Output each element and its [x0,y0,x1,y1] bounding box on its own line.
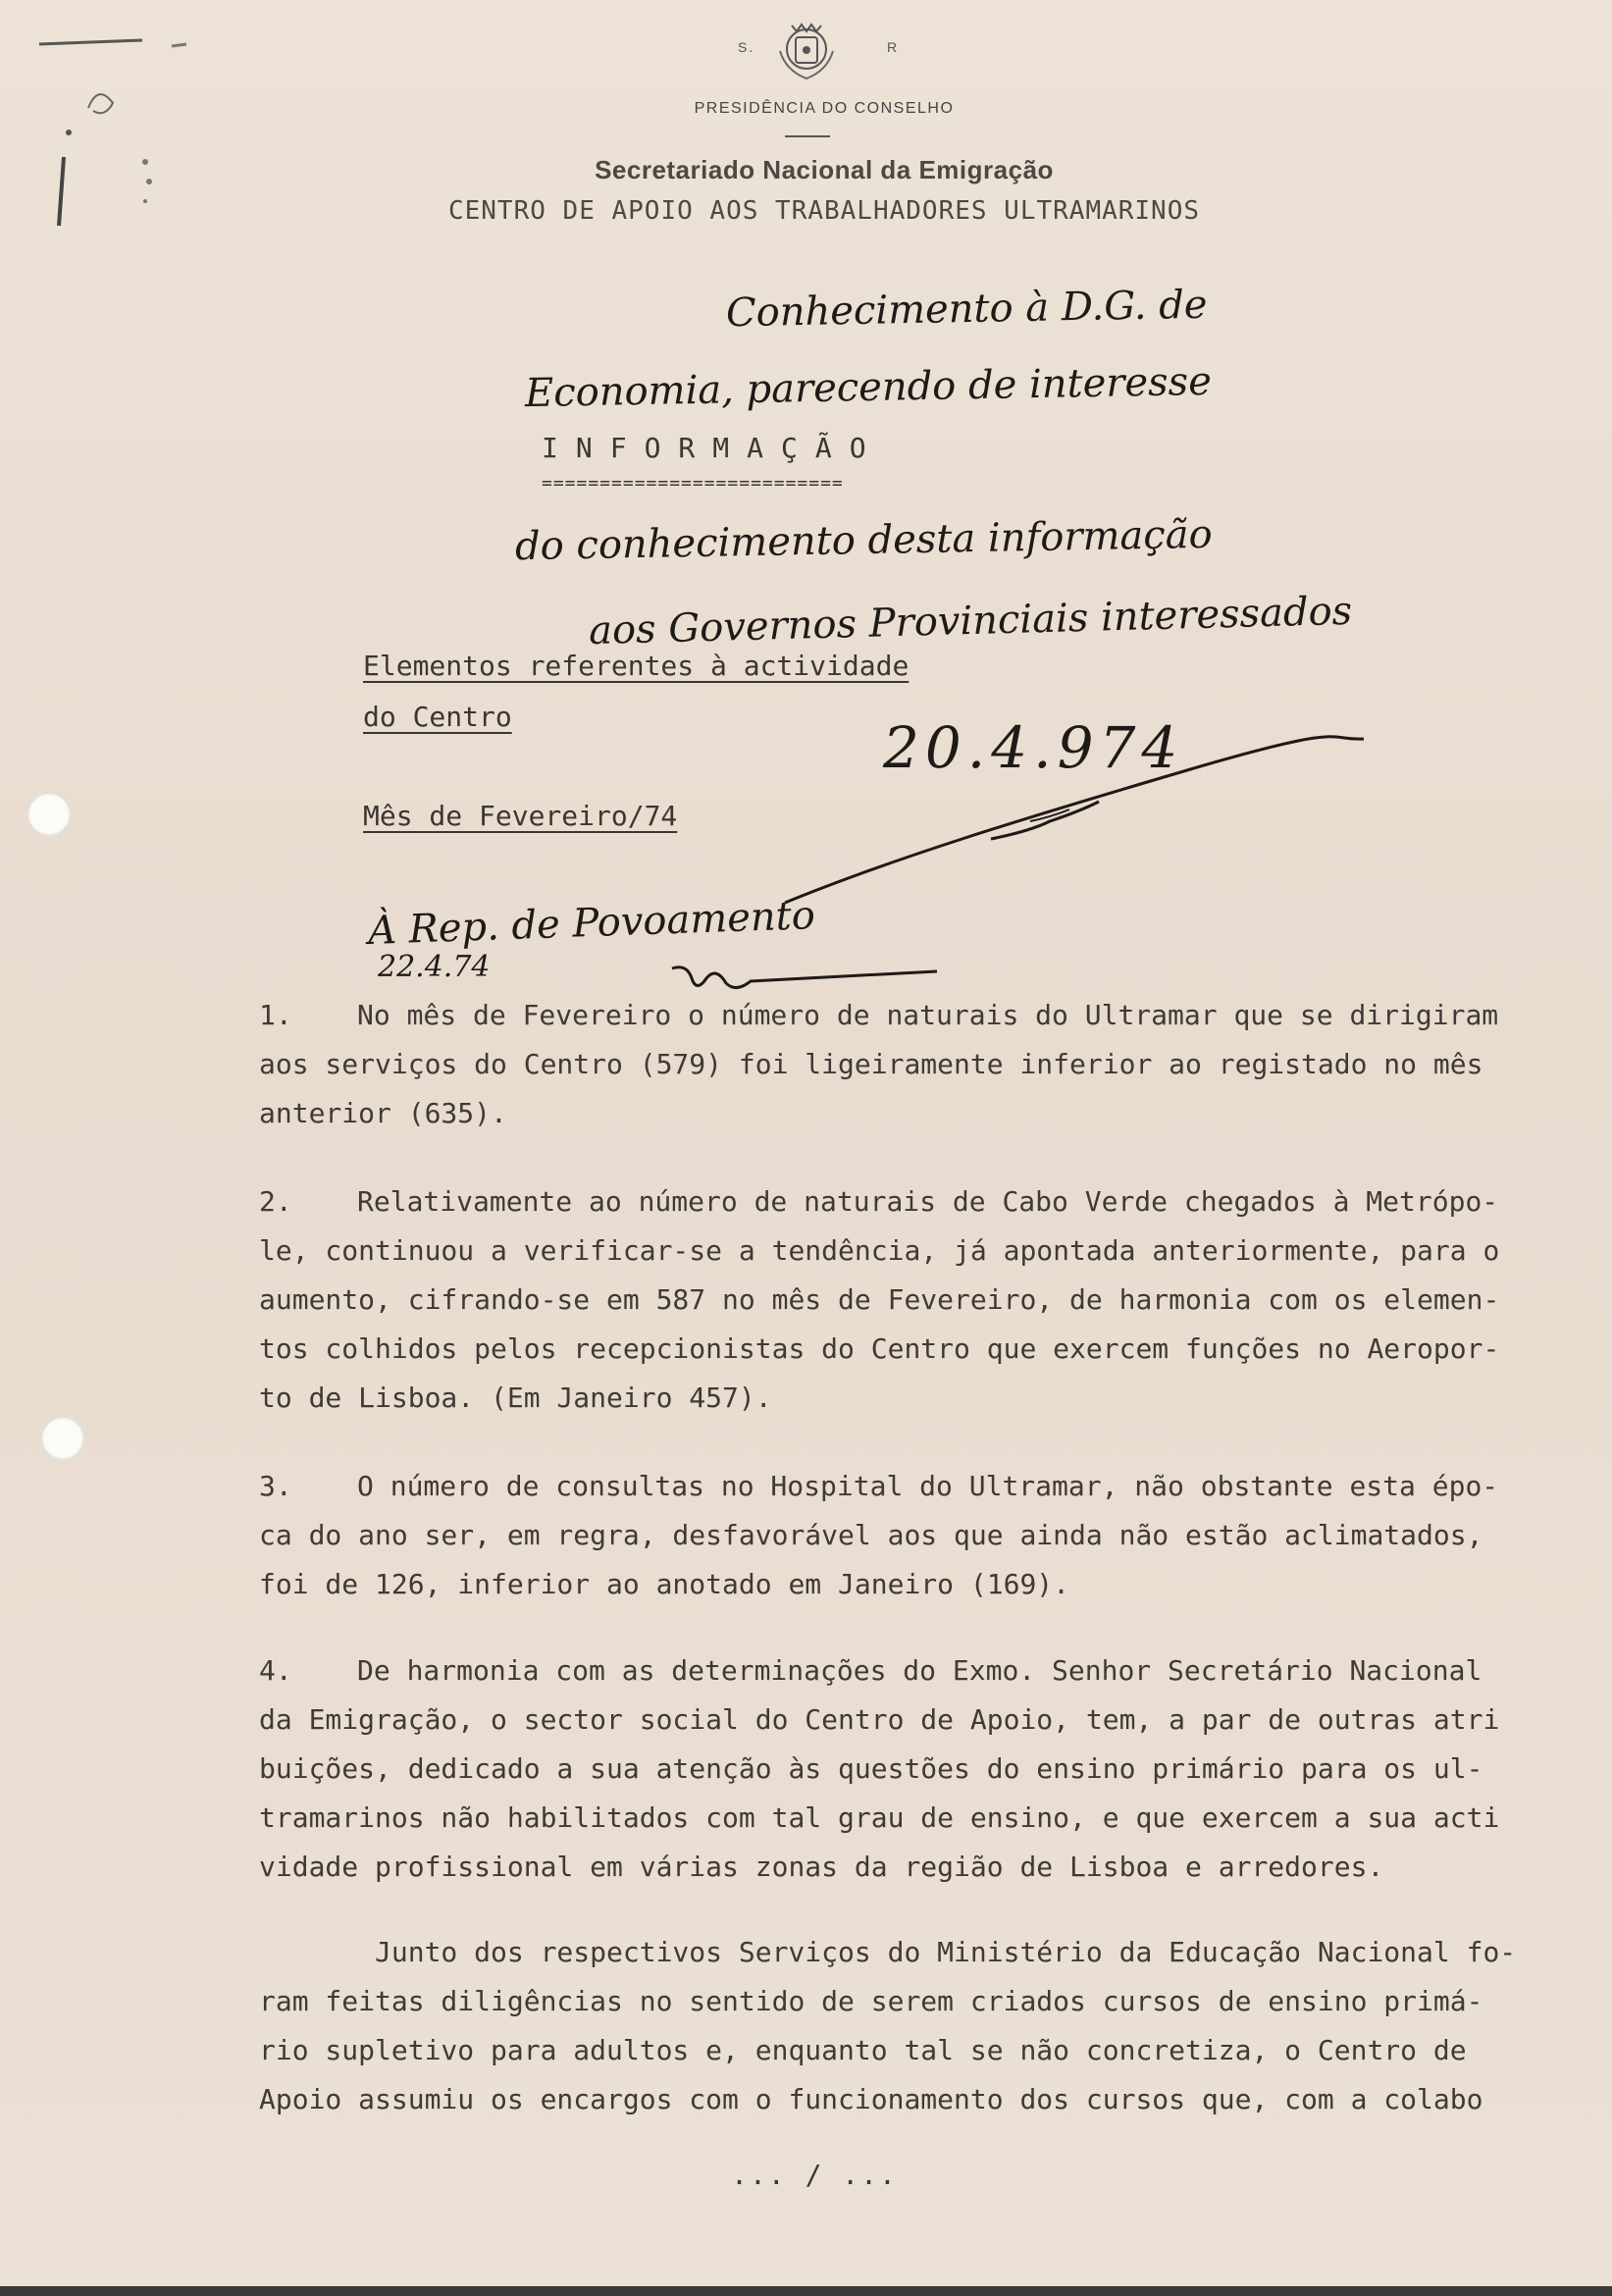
paragraph-3-line-3: foi de 126, inferior ao anotado em Janeiro (169). [259,1568,1070,1600]
paragraph-4-line-1: De harmonia com as determinações do Exmo. Senhor Secretário Nacional [357,1654,1482,1687]
reference-line-3: Mês de Fevereiro/74 [363,800,678,832]
paragraph-4-line-2: da Emigração, o sector social do Centro de Apoio, tem, a par de outras atri [259,1703,1500,1736]
letterhead-divider [785,135,830,137]
centre-name: CENTRO DE APOIO AOS TRABALHADORES ULTRAMARINOS [447,196,1201,226]
punch-hole-lower [41,1417,84,1460]
paragraph-4-line-3: buições, dedicado a sua atenção às questões do ensino primário para os ul- [259,1752,1483,1785]
secretariat-name: Secretariado Nacional da Emigração [595,155,1054,184]
paragraph-4-line-5: vidade profissional em várias zonas da região de Lisboa e arredores. [259,1851,1384,1883]
title-double-rule: ========================== [542,473,844,494]
handwritten-note-line-4: aos Governos Provinciais interessados [588,588,1353,654]
paragraph-1-line-3: anterior (635). [259,1097,507,1129]
paragraph-1-line-1: No mês de Fevereiro o número de naturais do Ultramar que se dirigiram [357,999,1499,1031]
paragraph-2-line-4: tos colhidos pelos recepcionistas do Centro que exercem funções no Aeropor- [259,1332,1500,1365]
page-bottom-edge [0,2286,1612,2296]
paragraph-2-number: 2. [259,1185,292,1218]
paragraph-3-line-1: O número de consultas no Hospital do Ultramar, não obstante esta épo- [357,1470,1499,1502]
paragraph-2-line-1: Relativamente ao número de naturais de Cabo Verde chegados à Metrópo- [357,1185,1499,1218]
paragraph-5 [259,1928,1612,2124]
letterhead-s: S. [738,39,755,55]
paragraph-2-line-3: aumento, cifrando-se em 587 no mês de Fevereiro, de harmonia com os elemen- [259,1283,1500,1316]
letterhead-r: R [887,39,900,55]
paragraph-4 [259,1646,1612,1892]
handwritten-note-line-1: Conhecimento à D.G. de [725,282,1208,337]
continuation-marker: ... / ... [731,2159,898,2191]
paragraph-4-line-4: tramarinos não habilitados com tal grau de ensino, e que exercem a sua acti [259,1801,1500,1834]
staple-marks [29,15,196,240]
paragraph-3-number: 3. [259,1470,292,1502]
presidency-heading: PRESIDÊNCIA DO CONSELHO [694,100,955,117]
paragraph-4-number: 4. [259,1654,292,1687]
reference-line-1: Elementos referentes à actividade [363,650,910,682]
paragraph-5-line-2: ram feitas diligências no sentido de serem criados cursos de ensino primá- [259,1985,1483,2017]
paragraph-2-line-2: le, continuou a verificar-se a tendência, já apontada anteriormente, para o [259,1234,1500,1267]
punch-hole-upper [27,793,71,836]
paragraph-3 [259,1462,1612,1609]
handwritten-routing-note: À Rep. de Povoamento [367,893,816,954]
paragraph-5-line-1: Junto dos respectivos Serviços do Ministério da Educação Nacional fo- [375,1936,1517,1968]
handwritten-date: 20.4.974 [883,714,1184,781]
paragraph-5-line-3: rio supletivo para adultos e, enquanto tal se não concretiza, o Centro de [259,2034,1467,2066]
paragraph-5-line-4: Apoio assumiu os encargos com o funcionamento dos cursos que, com a colabo [259,2083,1483,2115]
coat-of-arms-icon [772,14,841,82]
paragraph-2 [259,1177,1612,1423]
handwritten-note-line-3: do conhecimento desta informação [514,511,1213,570]
handwritten-note-line-2: Economia, parecendo de interesse [524,358,1213,417]
reference-line-2: do Centro [363,701,512,733]
signature-stroke [775,731,1383,908]
paragraph-1 [259,991,1612,1138]
paragraph-2-line-5: to de Lisboa. (Em Janeiro 457). [259,1382,772,1414]
paragraph-1-number: 1. [259,999,292,1031]
paragraph-1-line-2: aos serviços do Centro (579) foi ligeiramente inferior ao registado no mês [259,1048,1483,1080]
document-title: INFORMAÇÃO [542,432,884,464]
handwritten-routing-date: 22.4.74 [378,950,491,984]
paragraph-3-line-2: ca do ano ser, em regra, desfavorável aos que ainda não estão aclimatados, [259,1519,1483,1551]
